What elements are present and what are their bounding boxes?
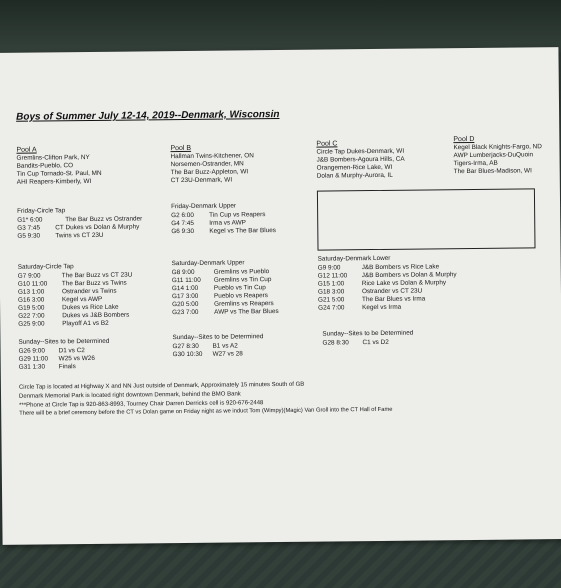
game-matchup: Pueblo vs Reapers bbox=[213, 292, 269, 300]
section-heading: Saturday-Denmark Upper bbox=[171, 259, 245, 268]
pool-d-name: Pool D bbox=[453, 135, 475, 144]
game-matchup: Ostrander vs CT 23U bbox=[361, 287, 423, 296]
pool-c-team: Dolan & Murphy-Aurora, IL bbox=[316, 171, 393, 180]
game-matchup: Tin Cup vs Reapers bbox=[209, 211, 266, 219]
game-time: G30 10:30 bbox=[172, 350, 203, 359]
pool-b-team: Hallman Twins-Kitchener, ON bbox=[170, 152, 254, 161]
note-line: Circle Tap is located at Highway X and NN Just outside of Denmark, Approximately 15 minutes South of GB bbox=[18, 381, 305, 391]
game-matchup: AWP vs The Bar Blues bbox=[214, 308, 279, 316]
game-matchup: The Bar Blues vs Irma bbox=[362, 295, 426, 304]
game-time: G28 8:30 bbox=[322, 339, 349, 347]
game-time: G19 5:00 bbox=[18, 304, 45, 312]
note-line: ***Phone at Circle Tap is 920-863-8993, Tourney Chair Darren Derricks cell is 920-676-2448 bbox=[19, 400, 264, 409]
game-matchup: B1 vs A2 bbox=[212, 342, 238, 350]
section-heading: Sunday--Sites to be Determined bbox=[18, 337, 110, 346]
game-time: G31 1:30 bbox=[18, 363, 46, 371]
game-matchup: Gremlins vs Tin Cup bbox=[213, 276, 272, 284]
document-title: Boys of Summer July 12-14, 2019--Denmark, Wisconsin bbox=[16, 109, 280, 123]
game-matchup: Ostrander vs Twins bbox=[61, 287, 117, 296]
game-time: G7 9:00 bbox=[17, 272, 41, 280]
pool-c-name: Pool C bbox=[316, 140, 338, 148]
game-matchup: Playoff A1 vs B2 bbox=[62, 319, 109, 328]
game-matchup: Dukes vs Rice Lake bbox=[62, 303, 119, 312]
game-matchup: J&B Bombers vs Dolan & Murphy bbox=[361, 271, 457, 280]
game-matchup: Kegel vs AWP bbox=[61, 295, 103, 304]
game-matchup: Gremlins vs Pueblo bbox=[213, 268, 270, 276]
game-time: G11 11:00 bbox=[171, 276, 201, 285]
game-time: G21 5:00 bbox=[318, 296, 345, 304]
section-heading: Saturday-Denmark Lower bbox=[317, 254, 391, 263]
game-matchup: Twins vs CT 23U bbox=[55, 231, 104, 240]
game-time: G12 11:00 bbox=[317, 272, 348, 280]
game-matchup: The Bar Buzz vs Ostrander bbox=[65, 215, 143, 224]
pool-a-team: Tin Cup Tornado-St. Paul, MN bbox=[16, 169, 102, 178]
pool-c-team: J&B Bombers-Agoura Hills, CA bbox=[316, 155, 405, 164]
section-heading: Saturday-Circle Tap bbox=[17, 263, 74, 271]
game-time: G25 9:00 bbox=[18, 320, 45, 328]
game-matchup: Rice Lake vs Dolan & Murphy bbox=[361, 279, 447, 288]
pool-d-team: The Bar Blues-Madison, WI bbox=[453, 167, 532, 176]
section-heading: Sunday--Sites to be Determined bbox=[172, 333, 264, 342]
pool-d-team: Tigers-Irma, AB bbox=[453, 159, 498, 168]
game-time: G29 11:00 bbox=[18, 355, 49, 363]
game-time: G2 6:00 bbox=[171, 211, 194, 220]
schedule-sheet bbox=[0, 47, 561, 545]
game-matchup: Gremlins vs Reapers bbox=[214, 300, 274, 308]
game-time: G3 7:45 bbox=[17, 224, 41, 232]
game-time: G8 9:00 bbox=[171, 268, 195, 277]
pool-a-name: Pool A bbox=[16, 146, 37, 154]
game-time: G23 7:00 bbox=[172, 308, 199, 317]
section-heading: Friday-Circle Tap bbox=[17, 207, 66, 215]
game-time: G26 9:00 bbox=[18, 347, 45, 355]
game-matchup: Finals bbox=[58, 363, 76, 371]
pool-d-team: Kegel Black Knights-Fargo, ND bbox=[453, 143, 542, 152]
game-time: G9 9:00 bbox=[317, 264, 341, 272]
pool-b-team: CT 23U-Denmark, WI bbox=[170, 176, 233, 185]
game-matchup: Pueblo vs Tin Cup bbox=[213, 284, 266, 292]
note-line: There will be a brief ceremony before the CT vs Dolan game on Friday night as we induct Tom (Wimpy)(Magic) Van Groll into the CT Hall of Fame bbox=[19, 406, 393, 417]
game-time: G20 5:00 bbox=[172, 300, 199, 309]
game-matchup: The Bar Buzz vs CT 23U bbox=[61, 271, 133, 280]
game-time: G1* 6:00 bbox=[17, 216, 43, 224]
game-time: G13 1:00 bbox=[17, 288, 45, 296]
pool-b-team: Norsemen-Ostrander, MN bbox=[170, 160, 244, 169]
game-time: G17 3:00 bbox=[171, 292, 199, 301]
game-matchup: W27 vs 28 bbox=[212, 350, 243, 358]
note-line: Denmark Memorial Park is located right downtown Denmark, behind the BMO Bank bbox=[19, 391, 241, 400]
pool-c-team: Circle Tap Dukes-Denmark, WI bbox=[316, 147, 405, 156]
floor-surface bbox=[0, 538, 561, 588]
game-time: G4 7:45 bbox=[171, 219, 195, 228]
game-matchup: Kegel vs Irma bbox=[362, 303, 402, 312]
pool-a-team: Bandits-Pueblo, CO bbox=[16, 162, 74, 170]
pool-a-team: AHI Reapers-Kimberly, WI bbox=[16, 177, 92, 186]
pool-b-team: The Bar Buzz-Appleton, WI bbox=[170, 168, 249, 177]
game-matchup: The Bar Buzz vs Twins bbox=[61, 279, 127, 288]
game-matchup: W25 vs W26 bbox=[58, 354, 95, 363]
game-time: G18 3:00 bbox=[317, 288, 345, 296]
pool-d-team: AWP Lumberjacks-DuQuoin bbox=[453, 151, 534, 160]
pool-c-team: Orangemen-Rice Lake, WI bbox=[316, 163, 393, 172]
game-matchup: J&B Bombers vs Rice Lake bbox=[361, 263, 440, 272]
table-surface-top bbox=[0, 0, 561, 52]
game-matchup: Dukes vs J&B Bombers bbox=[62, 311, 130, 320]
game-matchup: CT Dukes vs Dolan & Murphy bbox=[55, 223, 140, 232]
game-time: G16 3:00 bbox=[17, 296, 45, 304]
game-time: G22 7:00 bbox=[18, 312, 45, 320]
game-time: G27 8:30 bbox=[172, 342, 199, 351]
section-heading: Friday-Denmark Upper bbox=[171, 202, 237, 211]
blank-box bbox=[317, 188, 536, 250]
game-matchup: D1 vs C2 bbox=[58, 347, 85, 355]
game-time: G10 11:00 bbox=[17, 280, 48, 288]
pool-a-team: Gremlins-Clifton Park, NY bbox=[16, 153, 90, 162]
game-time: G5 9:30 bbox=[17, 232, 41, 240]
section-heading: Sunday--Sites to be Determined bbox=[322, 329, 414, 338]
game-time: G24 7:00 bbox=[318, 304, 345, 312]
game-time: G14 1:00 bbox=[171, 284, 199, 293]
game-time: G6 9:30 bbox=[171, 227, 195, 236]
game-matchup: C1 vs D2 bbox=[362, 338, 389, 347]
game-matchup: Irma vs AWP bbox=[209, 219, 246, 227]
pool-b-name: Pool B bbox=[170, 144, 192, 153]
game-time: G15 1:00 bbox=[317, 280, 345, 288]
game-matchup: Kegel vs The Bar Blues bbox=[209, 227, 277, 235]
